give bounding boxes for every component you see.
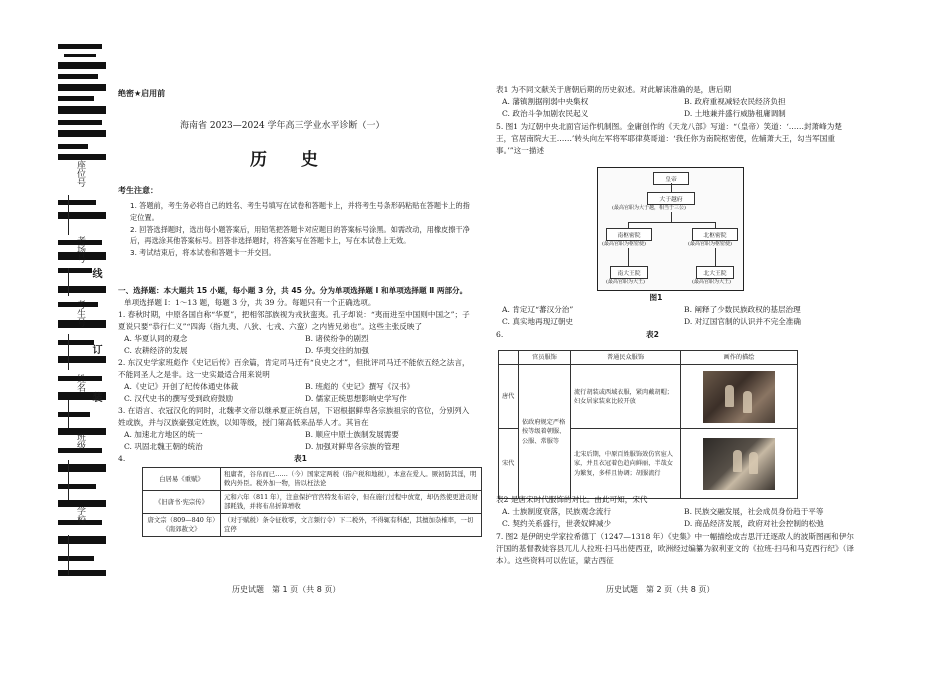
page-2-footer: 历史试题 第 2 页（共 8 页） [606,585,715,594]
table-cell-painting [681,365,798,429]
page-1-footer: 历史试题 第 1 页（共 8 页） [232,585,341,594]
section-heading: 一、选择题：本大题共 15 小题，每小题 3 分，共 45 分。分为单项选择题 Ⅰ 和单项选择题 Ⅱ 两部分。 [118,286,468,295]
table-row [143,468,482,491]
table-1-caption: 表1 [294,454,307,463]
table-cell-text: 租庸者，谷帛而已……（今）国家定两税（指户税和地税），本意在爱人。厥初防其淫，明敕内外臣。税外加一物，皆以枉法论 [221,468,482,491]
secret-mark: 绝密★启用前 [118,89,166,98]
option-a: A. 肯定辽“蕃汉分治” [502,305,574,315]
option-d: D. 对辽国官制的认识并不完全准确 [684,317,801,327]
notice-list [130,200,470,259]
figure-1-caption: 图1 [649,293,663,302]
question-7-stem: 7. 图2 是伊朗史学家拉希德丁（1247—1318 年）《史集》中一幅描绘成吉思汗迁逐敌人的波斯图画和伊尔汗国的基督教徒容县兀儿人拉班·扫马出使西亚，欧洲经过编纂为叙利亚文的《拉班·扫马和马克西行纪》（译本）。这些资料可以佐证，蒙古西征 [496,531,854,566]
question-1-stem: 1. 春秋时期，中原各国自称“华夏”，把相邻部族视为戎狄蛮夷。孔子却说：“夷而进至中国则中国之”；子夏说只要“恭行仁义”“四海（指九夷、八狄、七戎、六蛮）之内皆兄弟也”。这些主张反映了 [118,310,470,331]
table-cell-era: 宋代 [499,429,519,499]
table-header-row [499,351,798,365]
table-cell-era: 唐代 [499,365,519,429]
table-cell-painting [681,429,798,499]
table-cell-text: 元和六年（811 年），注意保护官宫特发布诏令，但在施行过程中放宽，却仍然使更进贡财部耗钱，并将布帛折算增收 [221,491,482,514]
notice-item: 3. 考试结束后，将本试卷和答题卡一并交回。 [130,248,276,258]
table-cell-source: 《旧唐书·宪宗传》 [143,491,221,514]
section-one [118,285,476,537]
table-cell-source: 唐文宗（809—840 年）《南郊赦文》 [143,514,221,537]
table-cell-text: （对于赋税）条令征收零，文言频行令）下二税外，不得辄有科配，其擅加杂榷率，一切宜停 [221,514,482,537]
option-c: C. 农耕经济的发展 [124,346,188,355]
question-2-stem: 2. 东汉史学家班彪作《史记后传》百余篇，肯定司马迁有“良史之才”，但批评司马迁不能依五经之法言，不能同圣人之是非。这一史实最适合用来说明 [118,358,470,379]
question-4-continued [496,84,856,157]
question-5-stem: 5. 图1 为辽朝中央北面官运作机制图。金庸创作的《天龙八部》写道：“（皇帝）笑道：‘……封萧峰为楚王，官居南院大王……’转头向左军将军耶律莫哥道：‘我任你为南院枢密使，佐辅萧大王，勾当军国重事。’”这一描述 [496,121,842,156]
option-c: C. 巩固北魏王朝的统治 [124,442,203,451]
diagram-node-yuyue: 大于越府 [647,192,695,205]
tang-painting-image [703,371,775,423]
table-2 [498,350,798,499]
option-a: A. 藩镇割据削弱中央集权 [502,97,589,107]
question-4-tail: 表1 为不同文献关于唐朝后期的历史叙述。对此解读准确的是，唐后期 [496,85,732,94]
question-2-options [118,381,476,405]
diagram-node-north-king: 北大王院 [696,266,734,279]
table-header: 官员服饰 [519,351,571,365]
diagram-note-north-king: (最高官职为大王) [692,279,731,285]
option-d: D. 加强对鲜卑各宗族的管理 [305,442,400,451]
question-6-options [496,506,856,530]
option-a: A. 士族制度衰落，民族观念流行 [502,507,612,517]
diagram-node-north-council: 北枢密院 [692,228,738,241]
table-cell-common: 流行胡装或西域衣服，紧肉戴胡帽；妇女居家装束比较开放 [571,365,681,429]
option-b: B. 阐释了少数民族政权的基层治理 [684,305,801,315]
liao-official-diagram [597,167,744,291]
question-5-options-block [496,292,856,341]
diagram-note-south-council: (最高官职为枢密使) [602,241,646,247]
option-c: C. 政治斗争加剧农民起义 [502,109,589,119]
seal-label-zhuang: 装 [90,392,101,402]
option-d: D. 华夷交往的加强 [305,346,369,355]
table-cell-source: 白居易《重赋》 [143,468,221,491]
table-header: 画作的描绘 [681,351,798,365]
option-c: C. 汉代史书的撰写受到政府鼓励 [124,394,234,403]
notice-heading: 考生注意： [118,186,158,195]
option-d: D. 土地兼并盛行威胁租庸调制 [684,109,786,119]
option-c: C. 契约关系盛行，世袭奴婢减少 [502,519,612,529]
notice-item: 1. 答题前，考生务必将自己的姓名、考生号填写在试卷和答题卡上，并将考生号条形码粘贴在答题卡上的指定位置。 [130,201,470,222]
diagram-node-emperor: 皇帝 [653,172,689,185]
option-b: B. 政府重视减轻农民经济负担 [684,97,786,107]
field-label-seat: 座位号 [75,160,85,187]
question-6-continued [496,494,856,567]
table-1 [142,467,482,537]
question-4-number: 4. [118,454,126,463]
table-row [499,365,798,429]
subject-title: 历 史 [250,150,332,170]
diagram-note-north-council: (最高官职为枢密使) [688,241,732,247]
diagram-node-south-council: 南枢密院 [606,228,652,241]
option-d: D. 商品经济发展，政府对社会控制的松弛 [684,519,824,529]
notice-item: 2. 回答选择题时，选出每小题答案后，用铅笔把答题卡对应题目的答案标号涂黑。如需改动，用橡皮擦干净后，再选涂其他答案标号。回答非选择题时，将答案写在答题卡上，写在本试卷上无效。 [130,224,470,246]
seal-label-xian: 线 [90,268,101,278]
question-6-number: 6. [496,329,504,339]
question-4-options [496,96,856,120]
option-b: B. 民族交融发展，社会成员身份趋于平等 [684,507,824,517]
diagram-note-south-king: (最高官职为大王) [606,279,645,285]
question-5-options [496,304,856,328]
diagram-node-south-king: 南大王院 [610,266,648,279]
diagram-note-yuyue: (最高官职为大于越，相当于三公) [612,205,686,211]
field-label-school: 学校 [75,506,85,524]
option-a: A.《史记》开创了纪传体通史体裁 [124,382,239,391]
field-label-student-id: 考生号 [75,300,85,327]
question-3-options [118,429,476,453]
question-1-options [118,333,476,357]
table-row [143,514,482,537]
question-3-stem: 3. 在语言、衣冠汉化的同时，北魏孝文帝以继承夏正统自居，下诏根据鲜卑各宗族祖宗的官位，分别列入姓或族，并与汉族豪强定姓族，以知等级，授门第高低来品举人才。其旨在 [118,406,470,427]
option-b: B. 顺应中原士族制发展需要 [305,430,399,439]
option-c: C. 真实地再现辽朝史 [502,317,574,327]
table-cell-common: 北宋后期，中原百姓服饰效仿官宦人家，并且衣冠着色趋向鲜丽，半哉女为繁复，多样且协调；胡服流行 [571,429,681,499]
song-painting-image [703,438,775,490]
option-b: B. 诸侯纷争的剧烈 [305,334,369,343]
table-2-caption: 表2 [646,329,659,339]
option-a: A. 加速北方地区的统一 [124,430,203,439]
table-cell-official: 依政府规定严格按等级着朝服、公服、常服等 [519,365,571,499]
option-b: B. 班彪的《史记》撰写《汉书》 [305,382,415,391]
field-label-class: 班级 [75,432,85,450]
field-label-name: 姓名 [75,374,85,392]
table-header: 普通民众服饰 [571,351,681,365]
subsection-heading: 单项选择题 Ⅰ：1～13 题，每题 3 分，共 39 分。每题只有一个正确选项。 [124,298,376,307]
field-label-room: 考场号 [75,236,85,263]
exam-title: 海南省 2023—2024 学年高三学业水平诊断（一） [180,121,385,131]
option-a: A. 华夏认同的观念 [124,334,188,343]
option-d: D. 儒家正统思想影响史学写作 [305,394,407,403]
question-6-tail: 表2 是唐宋时代服饰的对比。由此可知，宋代 [496,495,648,504]
seal-label-ding: 订 [90,344,101,354]
table-row [143,491,482,514]
table-header [499,351,519,365]
